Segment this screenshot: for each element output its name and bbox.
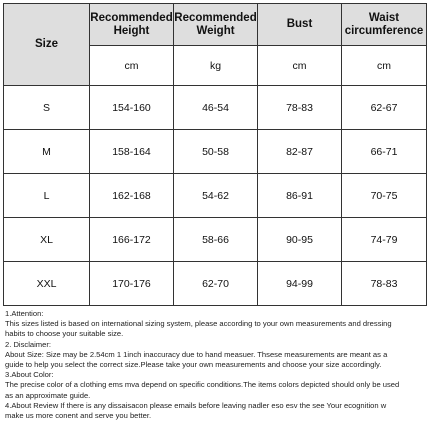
waist-cell: 74-79 <box>342 218 427 262</box>
waist-cell: 62-67 <box>342 86 427 130</box>
height-cell: 158-164 <box>90 130 174 174</box>
header-height <box>90 4 174 46</box>
note-line: 4.About Review If there is any dissaisacon please emails before leaving nadler eso esv the see Your ecognition w <box>5 400 387 410</box>
note-line: The precise color of a clothing ems mva depend on specific conditions.The items colors depicted should only be used <box>5 380 400 390</box>
header-bust: Bust <box>258 4 342 46</box>
note-color-heading: 3.About Color: <box>5 370 54 380</box>
weight-cell: 58-66 <box>174 218 258 262</box>
table-row <box>4 218 427 262</box>
table-row <box>4 262 427 306</box>
size-cell: S <box>4 86 90 130</box>
table-row <box>4 130 427 174</box>
header-size: Size <box>4 4 90 86</box>
notes-section <box>5 309 427 421</box>
bust-cell: 90-95 <box>258 218 342 262</box>
bust-cell: 86-91 <box>258 174 342 218</box>
weight-cell: 50-58 <box>174 130 258 174</box>
unit-height: cm <box>90 46 174 86</box>
waist-cell: 78-83 <box>342 262 427 306</box>
header-weight <box>174 4 258 46</box>
size-chart-table <box>3 3 427 306</box>
note-line: guide to help you select the correct size.Please take your own measurements and choose your size accordingly. <box>5 360 382 370</box>
header-height-line1: Recommended <box>90 11 173 24</box>
header-waist-line1: Waist <box>368 11 400 24</box>
weight-cell: 46-54 <box>174 86 258 130</box>
header-waist-line2: circumference <box>344 24 424 37</box>
note-line: make us more conent and serve you better. <box>5 411 152 421</box>
note-line: About Size: Size may be 2.54cm 1 1inch inaccuracy due to hand measuer. Thsese measurements are meant as a <box>5 349 388 359</box>
bust-cell: 82-87 <box>258 130 342 174</box>
header-weight-line2: Weight <box>196 24 235 37</box>
height-cell: 154-160 <box>90 86 174 130</box>
waist-cell: 70-75 <box>342 174 427 218</box>
unit-bust: cm <box>258 46 342 86</box>
note-disclaimer-heading: 2. Disclaimer: <box>5 339 51 349</box>
height-cell: 162-168 <box>90 174 174 218</box>
note-attention-heading: 1.Attention: <box>5 309 44 318</box>
header-weight-line1: Recommended <box>174 11 257 24</box>
note-line: as an approximate guide. <box>5 390 91 400</box>
size-cell: L <box>4 174 90 218</box>
header-height-line2: Height <box>113 24 150 37</box>
note-line: This sizes listed is based on international sizing system, please according to your own measurements and dressing <box>5 319 392 329</box>
unit-waist: cm <box>342 46 427 86</box>
header-waist <box>342 4 427 46</box>
note-line: habits to choose your suitable size. <box>5 329 124 339</box>
height-cell: 170-176 <box>90 262 174 306</box>
bust-cell: 78-83 <box>258 86 342 130</box>
height-cell: 166-172 <box>90 218 174 262</box>
table-row <box>4 174 427 218</box>
table-row <box>4 86 427 130</box>
size-cell: XXL <box>4 262 90 306</box>
waist-cell: 66-71 <box>342 130 427 174</box>
weight-cell: 62-70 <box>174 262 258 306</box>
bust-cell: 94-99 <box>258 262 342 306</box>
unit-weight: kg <box>174 46 258 86</box>
size-cell: XL <box>4 218 90 262</box>
weight-cell: 54-62 <box>174 174 258 218</box>
size-cell: M <box>4 130 90 174</box>
